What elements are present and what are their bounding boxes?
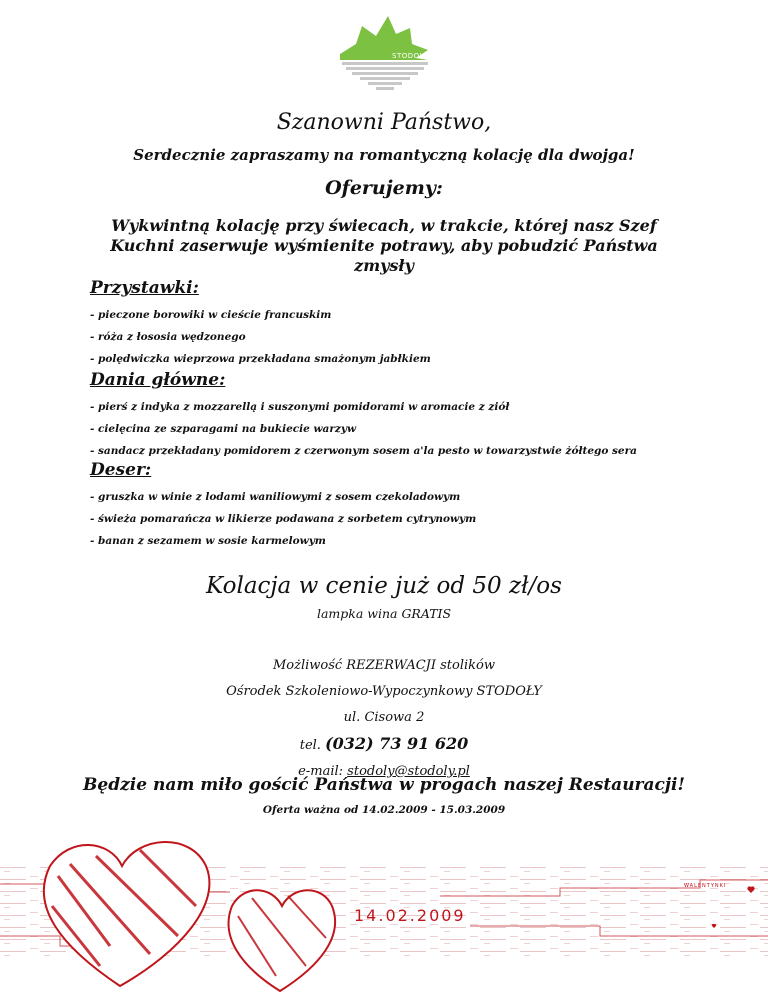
menu-item: - pierś z indyka z mozzarellą i suszonymi pomidorami w aromacie z ziół <box>90 401 510 413</box>
invitation: Serdecznie zapraszamy na romantyczną kolację dla dwojga! <box>133 146 635 164</box>
starters-title: Przystawki: <box>90 278 199 298</box>
menu-item: - sandacz przekładany pomidorem z czerwonym sosem a'la pesto w towarzystwie żółtego sera <box>90 445 637 457</box>
address: ul. Cisowa 2 <box>343 710 425 725</box>
offer-title: Oferujemy: <box>325 177 443 199</box>
reservation-line: Możliwość REZERWACJI stolików <box>272 658 496 673</box>
menu-item: - polędwiczka wieprzowa przekładana smażonym jabłkiem <box>90 353 431 365</box>
email-label: e-mail: <box>298 764 344 779</box>
phone-line <box>0 731 768 759</box>
menu-item: - cielęcina ze szparagami na bukiecie warzyw <box>90 423 356 435</box>
wine-line: lampka wina GRATIS <box>316 606 452 621</box>
phone-number: (032) 73 91 620 <box>325 734 469 753</box>
dessert-section <box>90 460 710 552</box>
menu-item: - gruszka w winie z lodami waniliowymi z sosem czekoladowym <box>90 491 461 503</box>
menu-item: - róża z łososia wędzonego <box>90 331 246 343</box>
phone-label: tel. <box>299 738 321 753</box>
mains-section <box>90 370 710 462</box>
dessert-title: Deser: <box>90 460 152 480</box>
offer-description: Wykwintną kolację przy świecach, w trakcie, której nasz Szef Kuchni zaserwuje wyśmienite potrawy, aby pobudzić Państwa zmysły <box>110 216 658 275</box>
large-heart <box>44 842 210 986</box>
greeting: Szanowni Państwo, <box>276 110 492 135</box>
menu-item: - pieczone borowiki w cieście francuskim <box>90 309 332 321</box>
logo-text: STODOŁY <box>392 52 429 60</box>
event-date: 14.02.2009 <box>354 906 466 925</box>
venue-name: Ośrodek Szkoleniowo-Wypoczynkowy STODOŁY <box>226 684 542 699</box>
valentine-label: WALENTYNKI <box>684 883 727 889</box>
reservation-block <box>0 653 768 785</box>
menu-item: - banan z sezamem w sosie karmelowym <box>90 535 326 547</box>
small-heart <box>229 890 336 991</box>
stodoly-logo <box>332 14 436 96</box>
menu-item: - świeża pomarańcza w likierze podawana z sorbetem cytrynowym <box>90 513 477 525</box>
email-link[interactable]: stodoly@stodoly.pl <box>347 764 470 779</box>
starters-section <box>90 278 710 370</box>
closing-line: Będzie nam miło gościć Państwa w progach naszej Restauracji! <box>83 775 685 795</box>
mains-title: Dania główne: <box>90 370 226 390</box>
price-line: Kolacja w cenie już od 50 zł/os <box>206 573 562 599</box>
validity-line: Oferta ważna od 14.02.2009 - 15.03.2009 <box>262 804 506 816</box>
